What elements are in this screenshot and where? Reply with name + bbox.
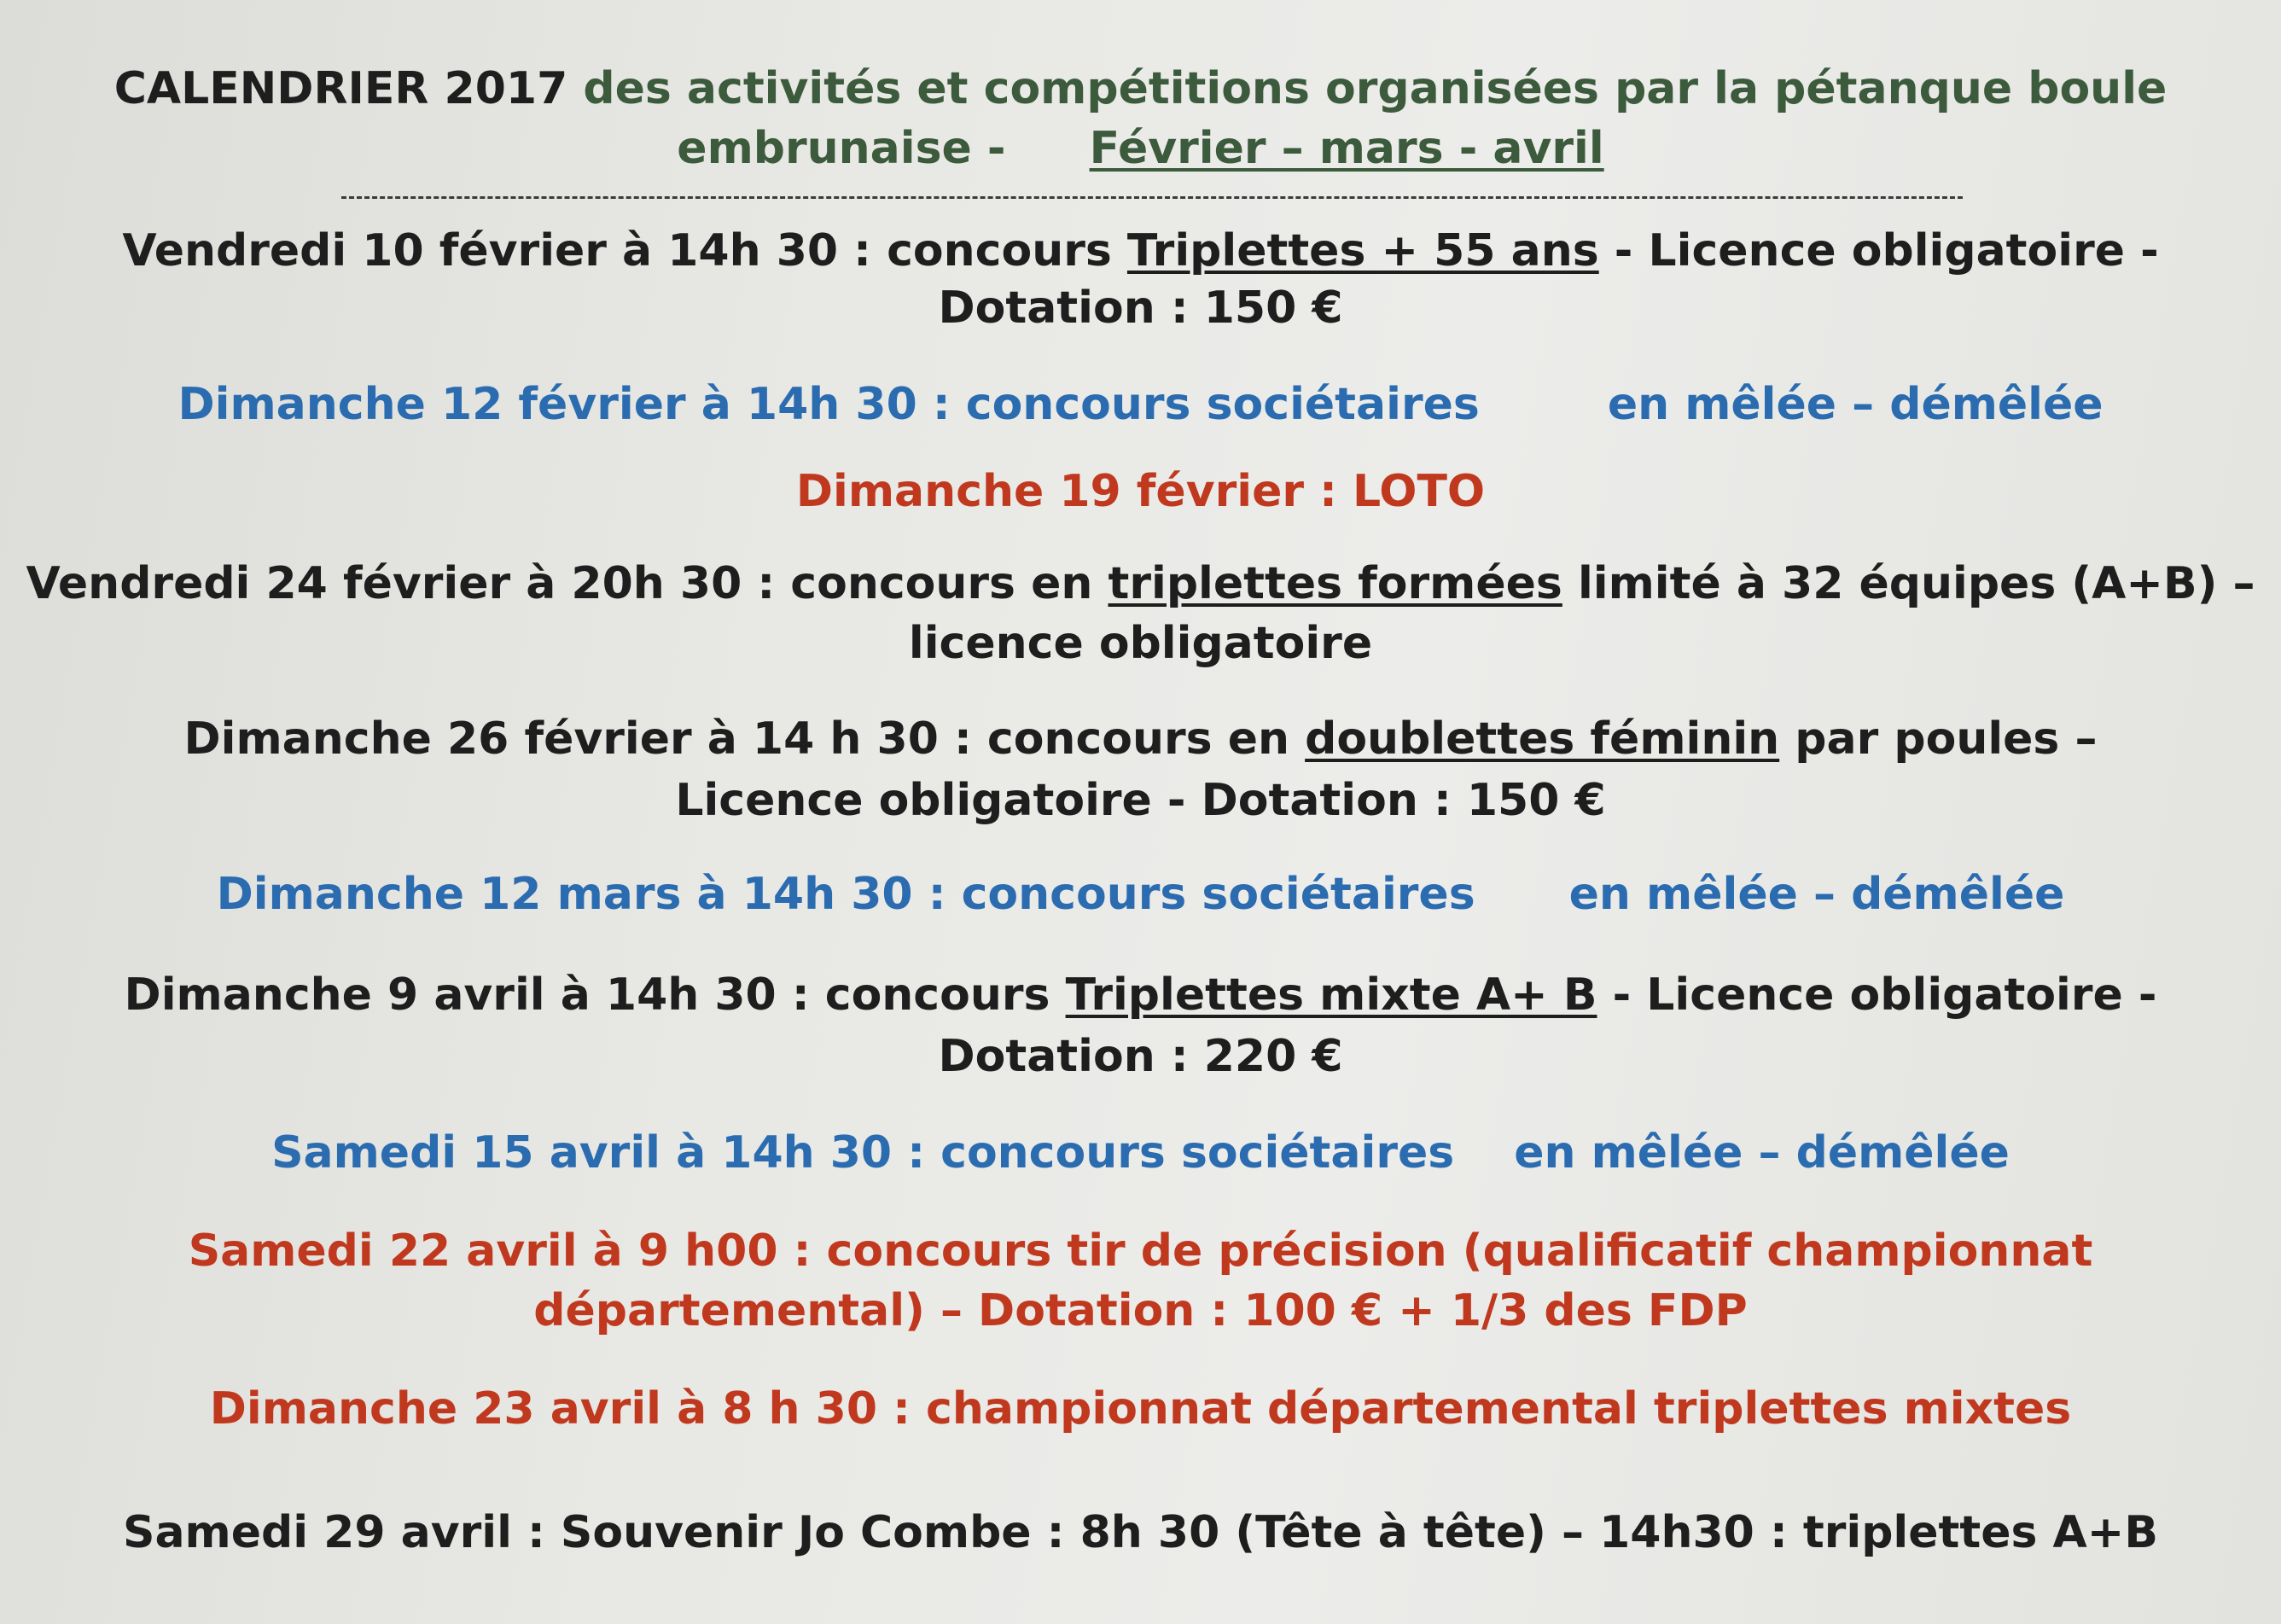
event-7	[0, 969, 2281, 1021]
event-8-format: en mêlée – démêlée	[1514, 1127, 2010, 1179]
event-7-text: Dimanche 9 avril à 14h 30 : concours	[124, 969, 1066, 1021]
event-1-line-2	[0, 282, 2281, 334]
event-8-text: Samedi 15 avril à 14h 30 : concours sociétaires	[271, 1127, 1455, 1179]
event-9-dotation: départemental) – Dotation : 100 € + 1/3 des FDP	[533, 1285, 1748, 1336]
event-4-line-2	[0, 618, 2281, 669]
event-10-text: Dimanche 23 avril à 8 h 30 : championnat départemental triplettes mixtes	[209, 1383, 2072, 1435]
header-line-1	[0, 63, 2281, 114]
event-2-text: Dimanche 12 février à 14h 30 : concours sociétaires	[177, 379, 1480, 430]
event-11-text: Samedi 29 avril : Souvenir Jo Combe : 8h 30 (Tête à tête) – 14h30 : triplettes A+B	[123, 1507, 2158, 1558]
event-2	[0, 379, 2281, 430]
event-4-note: limité à 32 équipes (A+B) –	[1562, 558, 2255, 609]
event-3-text: Dimanche 19 février : LOTO	[795, 466, 1486, 517]
event-9-line-2	[0, 1285, 2281, 1336]
event-7-note: - Licence obligatoire -	[1597, 969, 2157, 1021]
event-5-line-2	[0, 775, 2281, 826]
event-11	[0, 1507, 2281, 1558]
event-6	[0, 869, 2281, 920]
event-7-line-2	[0, 1031, 2281, 1082]
event-6-format: en mêlée – démêlée	[1568, 869, 2065, 920]
event-4	[0, 558, 2281, 609]
event-6-text: Dimanche 12 mars à 14h 30 : concours sociétaires	[216, 869, 1475, 920]
calendar-title: CALENDRIER 2017	[113, 63, 568, 114]
event-2-format: en mêlée – démêlée	[1607, 379, 2104, 430]
event-8	[0, 1127, 2281, 1179]
calendar-subtitle: des activités et compétitions organisées par la pétanque boule	[567, 63, 2168, 114]
event-1-text: Vendredi 10 février à 14h 30 : concours	[122, 225, 1127, 276]
event-1	[0, 225, 2281, 276]
event-5-note: par poules –	[1779, 713, 2098, 765]
header-line-2	[0, 123, 2281, 174]
event-5-text: Dimanche 26 février à 14 h 30 : concours en	[183, 713, 1306, 765]
event-1-note: - Licence obligatoire -	[1598, 225, 2159, 276]
organizer-name: embrunaise -	[677, 123, 1021, 174]
event-3	[0, 466, 2281, 517]
event-4-text: Vendredi 24 février à 20h 30 : concours en	[26, 558, 1108, 609]
event-7-category: Triplettes mixte A+ B	[1065, 969, 1597, 1021]
period-label: Février – mars - avril	[1089, 123, 1604, 174]
event-4-licence: licence obligatoire	[908, 618, 1373, 669]
event-5-dotation: Licence obligatoire - Dotation : 150 €	[675, 775, 1606, 826]
event-5-category: doublettes féminin	[1305, 713, 1780, 765]
event-5	[0, 713, 2281, 765]
event-10	[0, 1383, 2281, 1435]
event-9-text: Samedi 22 avril à 9 h00 : concours tir de précision (qualificatif championnat	[188, 1225, 2093, 1277]
event-9	[0, 1225, 2281, 1277]
event-1-dotation: Dotation : 150 €	[938, 282, 1343, 334]
event-4-category: triplettes formées	[1108, 558, 1562, 609]
event-7-dotation: Dotation : 220 €	[938, 1031, 1343, 1082]
event-1-category: Triplettes + 55 ans	[1126, 225, 1599, 276]
header-divider	[341, 196, 1963, 199]
